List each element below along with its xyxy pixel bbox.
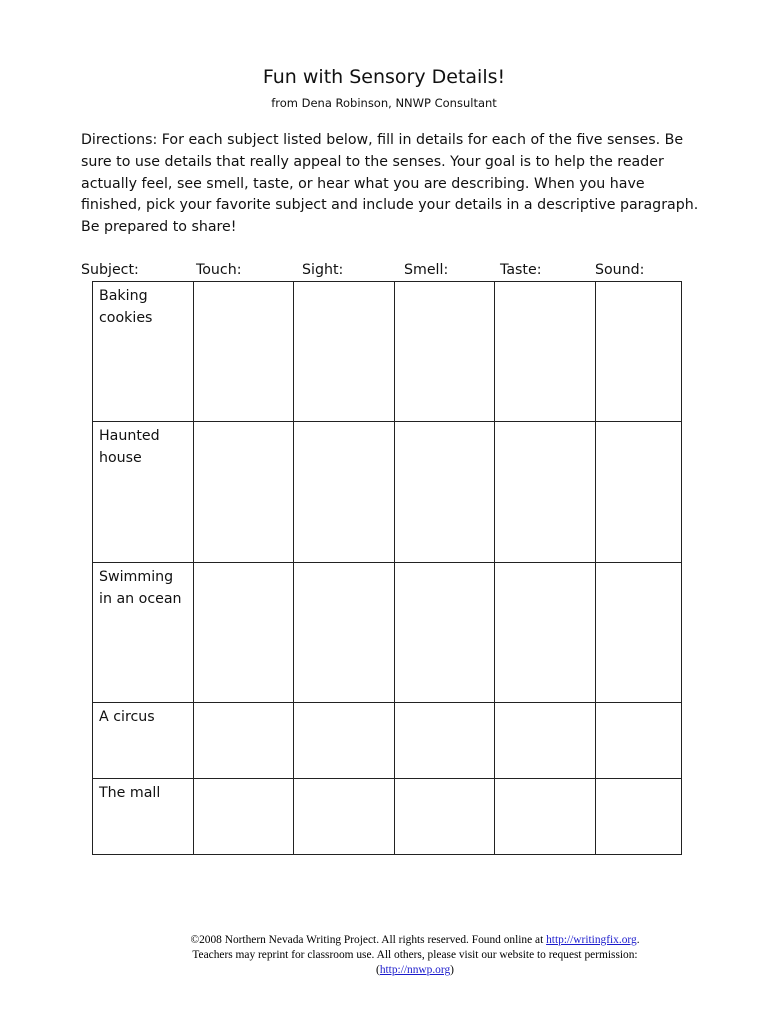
- sound-cell: [596, 562, 682, 702]
- taste-cell: [495, 282, 596, 422]
- taste-cell: [495, 562, 596, 702]
- table-row: [93, 778, 682, 854]
- sound-cell: [596, 422, 682, 562]
- nnwp-link[interactable]: http://nnwp.org: [379, 964, 451, 976]
- touch-cell: [194, 422, 294, 562]
- footer-copyright-line: [150, 933, 680, 948]
- sound-cell: [596, 778, 682, 854]
- column-header-taste: Taste:: [500, 262, 542, 278]
- footer-nnwp-line: [150, 963, 680, 978]
- sight-cell: [294, 562, 395, 702]
- footer-close-paren: ): [450, 964, 454, 976]
- touch-cell: [194, 778, 294, 854]
- column-header-subject: Subject:: [81, 262, 139, 278]
- sound-cell: [596, 702, 682, 778]
- directions-text: Directions: For each subject listed below, fill in details for each of the five senses. Be sure to use details that really appeal to the senses. Your goal is to help the reader actually feel, see smell, taste, or hear what you are describing. When you have finished, pick your favorite subject and include your details in a descriptive paragraph. Be prepared to share!: [81, 132, 699, 236]
- sight-cell: [294, 702, 395, 778]
- subject-cell: Haunted house: [93, 422, 194, 562]
- smell-cell: [395, 282, 495, 422]
- footer-copyright-text: ©2008 Northern Nevada Writing Project. All rights reserved. Found online at: [190, 934, 547, 946]
- subject-cell: Swimming in an ocean: [93, 562, 194, 702]
- footer-open-paren: (: [376, 964, 380, 976]
- page-title: Fun with Sensory Details!: [262, 66, 506, 88]
- touch-cell: [194, 562, 294, 702]
- writingfix-link[interactable]: http://writingfix.org: [546, 934, 637, 946]
- smell-cell: [395, 702, 495, 778]
- subject-cell: A circus: [93, 702, 194, 778]
- smell-cell: [395, 422, 495, 562]
- footer-period: .: [636, 934, 640, 946]
- sensory-details-table: [92, 281, 682, 855]
- table-row: [93, 422, 682, 562]
- footer: [150, 933, 680, 978]
- touch-cell: [194, 282, 294, 422]
- page-subtitle: from Dena Robinson, NNWP Consultant: [271, 96, 497, 110]
- column-header-smell: Smell:: [404, 262, 449, 278]
- taste-cell: [495, 702, 596, 778]
- taste-cell: [495, 778, 596, 854]
- sight-cell: [294, 282, 395, 422]
- subject-cell: Baking cookies: [93, 282, 194, 422]
- subject-cell: The mall: [93, 778, 194, 854]
- table-row: [93, 282, 682, 422]
- touch-cell: [194, 702, 294, 778]
- taste-cell: [495, 422, 596, 562]
- table-row: [93, 562, 682, 702]
- smell-cell: [395, 778, 495, 854]
- footer-permission-line: Teachers may reprint for classroom use. All others, please visit our website to request permission:: [192, 949, 638, 961]
- sight-cell: [294, 778, 395, 854]
- sight-cell: [294, 422, 395, 562]
- column-header-touch: Touch:: [196, 262, 242, 278]
- column-header-sound: Sound:: [595, 262, 645, 278]
- smell-cell: [395, 562, 495, 702]
- sound-cell: [596, 282, 682, 422]
- column-header-sight: Sight:: [302, 262, 344, 278]
- table-row: [93, 702, 682, 778]
